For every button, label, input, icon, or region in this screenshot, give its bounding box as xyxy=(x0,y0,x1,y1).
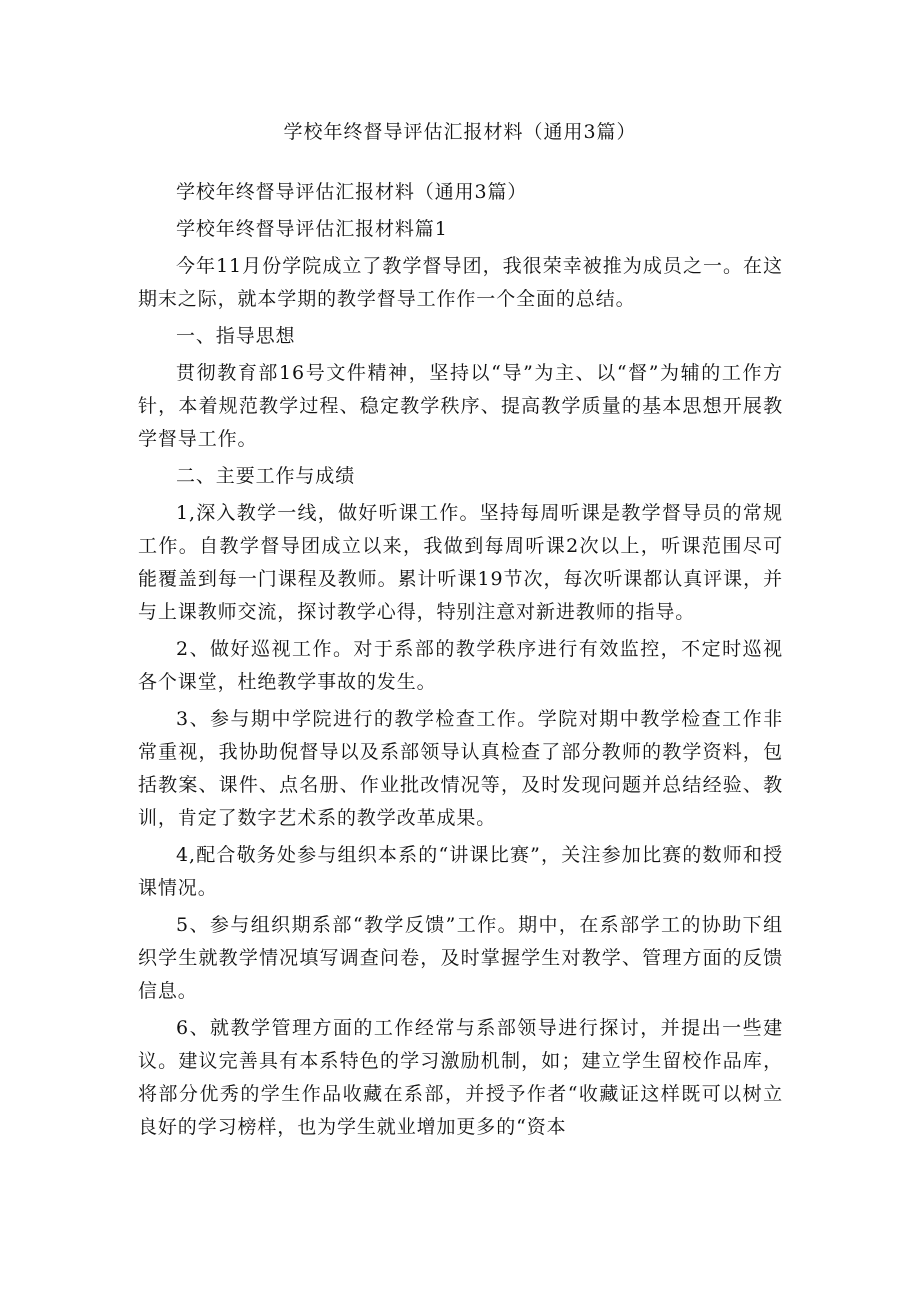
heading-guiding-thought: 一、指导思想 xyxy=(176,325,296,347)
subtitle-paragraph: 学校年终督导评估汇报材料（通用3篇） xyxy=(176,181,528,203)
guiding-thought-paragraph: 贯彻教育部16号文件精神，坚持以“导”为主、以“督”为辅的工作方针，本着规范教学过程、稳定教学秩序、提高教学质量的基本思想开展教学督导工作。 xyxy=(138,362,783,450)
work-item-3: 3、参与期中学院进行的教学检查工作。学院对期中教学检查工作非常重视，我协助倪督导以及系部领导认真检查了部分教师的教学资料，包括教案、课件、点名册、作业批改情况等，及时发现问题并总结经验、教训，肯定了数字艺术系的教学改革成果。 xyxy=(138,708,783,829)
heading-main-work: 二、主要工作与成绩 xyxy=(176,465,356,487)
work-item-4: 4,配合敬务处参与组织本系的“讲课比赛”，关注参加比赛的数师和授课情况。 xyxy=(138,844,783,899)
work-item-2: 2、做好巡视工作。对于系部的教学秩序进行有效监控，不定时巡视各个课堂，杜绝教学事故的发生。 xyxy=(138,638,783,693)
document-body xyxy=(138,176,783,1148)
work-item-1: 1,深入教学一线，做好听课工作。坚持每周听课是教学督导员的常规工作。自教学督导团成立以来，我做到每周听课2次以上，听课范围尽可能覆盖到每一门课程及教师。累计听课19节次，每次听课都认真评课，并与上课教师交流，探讨教学心得，特别注意对新进教师的指导。 xyxy=(138,502,783,623)
intro-paragraph: 今年11月份学院成立了教学督导团，我很荣幸被推为成员之一。在这期末之际，就本学期的教学督导工作作一个全面的总结。 xyxy=(138,255,783,310)
work-item-6: 6、就教学管理方面的工作经常与系部领导进行探讨，并提出一些建议。建议完善具有本系特色的学习激励机制，如；建立学生留校作品库，将部分优秀的学生作品收藏在系部，并授予作者“收藏证这样既可以树立良好的学习榜样，也为学生就业增加更多的“资本 xyxy=(138,1017,783,1138)
document-title: 学校年终督导评估汇报材料（通用3篇） xyxy=(283,121,637,143)
work-item-5: 5、参与组织期系部“教学反馈”工作。期中，在系部学工的协助下组织学生就教学情况填写调查问卷，及时掌握学生对教学、管理方面的反馈信息。 xyxy=(138,914,783,1002)
section-heading-part-1: 学校年终督导评估汇报材料篇1 xyxy=(176,218,448,240)
